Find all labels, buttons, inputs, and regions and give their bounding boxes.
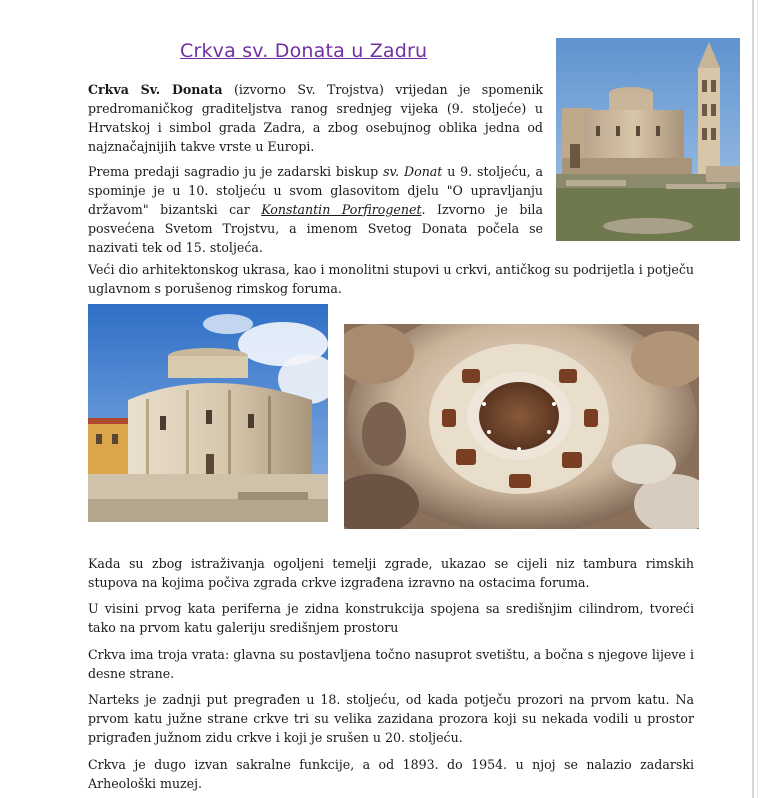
church-name: Crkva Sv. Donata [88,82,223,97]
paragraph-intro-text: (izvorno Sv. Trojstva) vrijedan je spomenik predromaničkog graditeljstva ranog srednjeg vijeka (9. stoljeće) u Hrvatskoj i simbol grada Zadra, a zbog osebujnog oblika jedna od najznačajnijih takve vrste u Europi. [88,82,543,154]
paragraph-intro [88,80,543,156]
rotunda-exterior-photo [88,304,328,522]
page-border-shadow [757,0,758,798]
paragraph-history-text-a: Prema predaji sagradio ju je zadarski biskup [88,164,384,179]
konstantin-link[interactable]: Konstantin Porfirogenet [261,202,422,217]
paragraph-decoration: Veći dio arhitektonskog ukrasa, kao i monolitni stupovi u crkvi, antičkog su podrijetla i potječu uglavnom s porušenog rimskog foruma. [88,262,694,296]
dome-interior-photo [344,324,699,529]
paragraph-gallery: U visini prvog kata periferna je zidna konstrukcija spojena sa središnjim cilindrom, tvoreći tako na prvom katu galeriju središnjem prostoru [88,601,694,635]
paragraph-history [88,162,543,257]
church-exterior-photo [556,38,740,241]
paragraph-history-text-c: . Izvorno je bila posvećena Svetom Trojstvu, a imenom Svetog Donata počela se nazivati tek od 15. stoljeća. [88,202,543,255]
paragraph-narthex: Narteks je zadnji put pregrađen u 18. stoljeću, od kada potječu prozori na prvom katu. Na prvom katu južne strane crkve tri su velika zazidana prozora koji su nekada vodili u prostor prigrađen južnom zidu crkve i koji je srušen u 20. stoljeću. [88,692,694,745]
paragraph-foundations: Kada su zbog istraživanja ogoljeni temelji zgrade, ukazao se cijeli niz tambura rimskih stupova na kojima počiva zgrada crkve izgrađena izravno na ostacima foruma. [88,556,694,590]
paragraph-history-text-b: u 9. stoljeću, a spominje je u 10. stoljeću u svom glasovitom djelu "O upravljanju državom" bizantski car [88,164,543,217]
paragraph-doors: Crkva ima troja vrata: glavna su postavljena točno nasuprot svetištu, a bočna s njegove lijeve i desne strane. [88,647,694,681]
paragraph-museum: Crkva je dugo izvan sakralne funkcije, a od 1893. do 1954. u njoj se nalazio zadarski Arheološki muzej. [88,757,694,791]
page-title: Crkva sv. Donata u Zadru [180,40,428,62]
page-border [752,0,754,798]
saint-donat-italic: sv. Donat [383,164,443,179]
